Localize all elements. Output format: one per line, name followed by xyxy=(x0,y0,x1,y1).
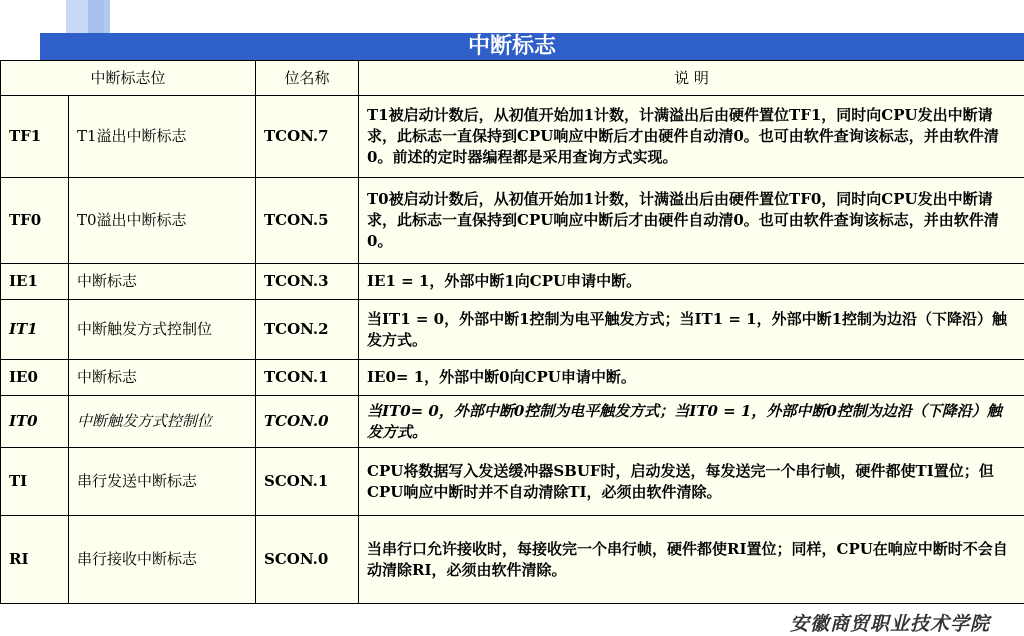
bit-cell: TCON.2 xyxy=(256,300,359,360)
name-cell: T0溢出中断标志 xyxy=(69,178,256,264)
bit-cell: TCON.3 xyxy=(256,264,359,300)
bit-cell: TCON.7 xyxy=(256,96,359,178)
flag-cell: TF0 xyxy=(1,178,69,264)
description-cell: 当串行口允许接收时，每接收完一个串行帧，硬件都使RI置位；同样，CPU在响应中断时不会自动清除RI，必须由软件清除。 xyxy=(359,516,1024,604)
description-cell: IE1 = 1，外部中断1向CPU申请中断。 xyxy=(359,264,1024,300)
page-title: 中断标志 xyxy=(0,33,1024,60)
flag-cell: IE0 xyxy=(1,360,69,396)
flag-cell: RI xyxy=(1,516,69,604)
description-cell: IE0= 1，外部中断0向CPU申请中断。 xyxy=(359,360,1024,396)
table-row xyxy=(1,360,1024,396)
bit-cell: SCON.1 xyxy=(256,448,359,516)
description-cell: T1被启动计数后，从初值开始加1计数，计满溢出后由硬件置位TF1，同时向CPU发出中断请求，此标志一直保持到CPU响应中断后才由硬件自动清0。也可由软件查询该标志，并由软件清0。前述的定时器编程都是采用查询方式实现。 xyxy=(359,96,1024,178)
table-row xyxy=(1,96,1024,178)
table-header-row xyxy=(1,61,1024,96)
table-row xyxy=(1,300,1024,360)
flag-cell: TI xyxy=(1,448,69,516)
name-cell: 中断触发方式控制位 xyxy=(69,396,256,448)
header-description: 说 明 xyxy=(359,61,1024,96)
header-flag: 中断标志位 xyxy=(1,61,256,96)
bit-cell: TCON.1 xyxy=(256,360,359,396)
name-cell: 中断标志 xyxy=(69,264,256,300)
flag-cell: TF1 xyxy=(1,96,69,178)
table-row xyxy=(1,448,1024,516)
bit-cell: TCON.5 xyxy=(256,178,359,264)
name-cell: 串行接收中断标志 xyxy=(69,516,256,604)
flag-cell: IE1 xyxy=(1,264,69,300)
table-row xyxy=(1,396,1024,448)
name-cell: 中断标志 xyxy=(69,360,256,396)
name-cell: T1溢出中断标志 xyxy=(69,96,256,178)
bit-cell: TCON.0 xyxy=(256,396,359,448)
interrupt-flag-table xyxy=(0,60,1024,604)
table-row xyxy=(1,516,1024,604)
footer-logo: 安徽商贸职业技术学院 xyxy=(790,609,990,636)
description-cell: T0被启动计数后，从初值开始加1计数，计满溢出后由硬件置位TF0，同时向CPU发出中断请求，此标志一直保持到CPU响应中断后才由硬件自动清0。也可由软件查询该标志，并由软件清0。 xyxy=(359,178,1024,264)
description-cell: 当IT1 = 0，外部中断1控制为电平触发方式；当IT1 = 1，外部中断1控制为边沿（下降沿）触发方式。 xyxy=(359,300,1024,360)
header-bit-name: 位名称 xyxy=(256,61,359,96)
description-cell: CPU将数据写入发送缓冲器SBUF时，启动发送，每发送完一个串行帧，硬件都使TI置位；但CPU响应中断时并不自动清除TI，必须由软件清除。 xyxy=(359,448,1024,516)
name-cell: 串行发送中断标志 xyxy=(69,448,256,516)
description-cell: 当IT0= 0，外部中断0控制为电平触发方式；当IT0 = 1，外部中断0控制为边沿（下降沿）触发方式。 xyxy=(359,396,1024,448)
bit-cell: SCON.0 xyxy=(256,516,359,604)
name-cell: 中断触发方式控制位 xyxy=(69,300,256,360)
flag-cell: IT1 xyxy=(1,300,69,360)
table-row xyxy=(1,178,1024,264)
flag-cell: IT0 xyxy=(1,396,69,448)
table-row xyxy=(1,264,1024,300)
